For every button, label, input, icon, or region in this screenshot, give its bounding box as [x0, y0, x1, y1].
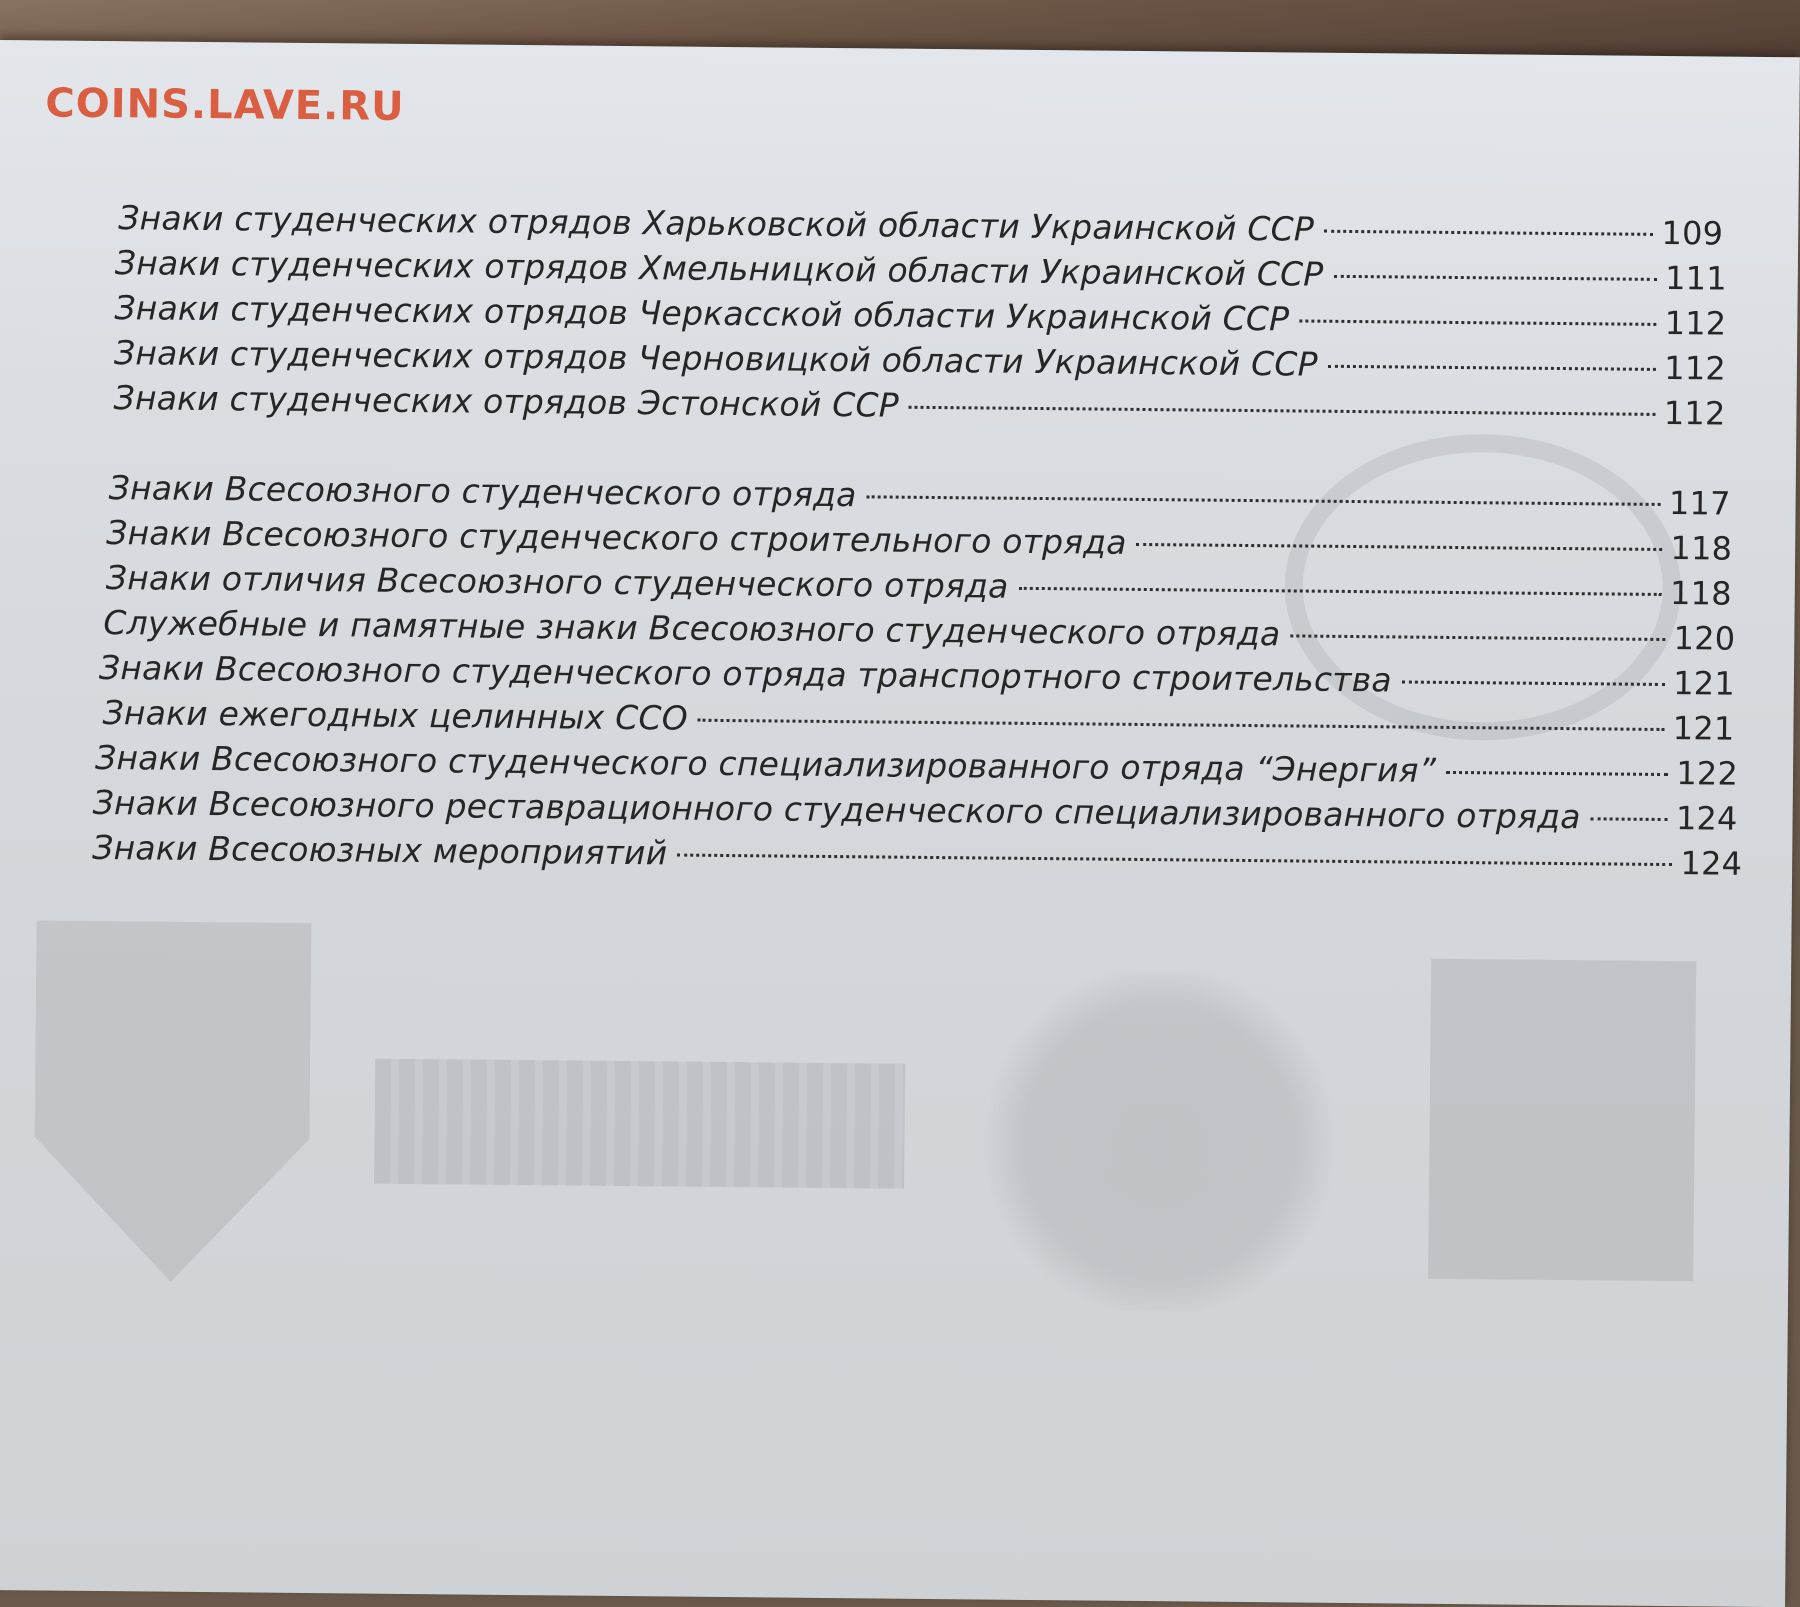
toc-entry-page: 118 [1669, 574, 1732, 613]
toc-entry-page: 117 [1668, 484, 1731, 523]
toc-entry-page: 120 [1673, 619, 1736, 658]
dot-leader [677, 854, 1672, 867]
toc-entry-page: 118 [1670, 529, 1733, 568]
book-page [0, 40, 1800, 1607]
toc-entry-title: Знаки студенческих отрядов Черновицкой области Украинской ССР [113, 333, 1318, 384]
dot-leader [1290, 634, 1665, 641]
dot-leader [1324, 230, 1654, 236]
dot-leader [1446, 771, 1668, 776]
dot-leader [698, 719, 1665, 731]
toc-entry-page: 121 [1673, 664, 1736, 703]
show-through-medal-badge [978, 969, 1341, 1312]
toc-entry-title: Знаки Всесоюзного студенческого специализированного отряда “Энергия” [94, 737, 1437, 790]
show-through-shield-badge [33, 920, 311, 1283]
toc-entry-title: Знаки ежегодных целинных ССО [102, 693, 689, 738]
toc-entry-title: Знаки студенческих отрядов Хмельницкой области Украинской ССР [114, 243, 1324, 294]
toc-entry-page: 124 [1680, 844, 1743, 883]
toc-entry-title: Знаки отличия Всесоюзного студенческого отряда [105, 558, 1009, 606]
toc-entry-title: Знаки Всесоюзного студенческого отряда [108, 468, 857, 515]
dot-leader [1328, 365, 1657, 371]
dot-leader [909, 406, 1656, 416]
toc-entry-title: Знаки Всесоюзного реставрационного студенческого специализированного отряда [92, 782, 1581, 837]
dot-leader [867, 495, 1661, 506]
dot-leader [1299, 319, 1656, 325]
dot-leader [1137, 543, 1663, 551]
dot-leader [1591, 817, 1668, 821]
toc-entry-title: Знаки студенческих отрядов Черкасской области Украинской ССР [114, 288, 1290, 339]
toc-entry-page: 111 [1664, 258, 1727, 298]
toc-entry-title: Знаки Всесоюзных мероприятий [92, 827, 668, 873]
watermark: COINS.LAVE.RU [45, 80, 405, 130]
toc-entry-title: Знаки Всесоюзного студенческого строительного отряда [106, 513, 1127, 562]
dot-leader [1402, 680, 1665, 686]
toc-entry-page: 121 [1672, 709, 1735, 748]
dot-leader [1333, 275, 1657, 281]
toc-entry-page: 124 [1675, 799, 1738, 838]
show-through-flag-badge [1428, 959, 1696, 1282]
toc-entry-page: 109 [1661, 213, 1724, 253]
toc-entry-page: 112 [1664, 303, 1727, 343]
toc-entry-page: 112 [1664, 348, 1727, 388]
toc-entry-title: Знаки студенческих отрядов Эстонской ССР [113, 378, 900, 425]
dot-leader [1018, 587, 1662, 596]
toc-entry-page: 122 [1676, 754, 1739, 793]
toc-entry-page: 112 [1663, 393, 1726, 433]
toc-entry-title: Знаки студенческих отрядов Харьковской области Украинской ССР [118, 198, 1315, 249]
toc-entry-title: Знаки Всесоюзного студенческого отряда транспортного строительства [98, 647, 1392, 700]
toc-entry-title: Служебные и памятные знаки Всесоюзного студенческого отряда [103, 603, 1281, 654]
show-through-banner-badge [374, 1059, 905, 1189]
